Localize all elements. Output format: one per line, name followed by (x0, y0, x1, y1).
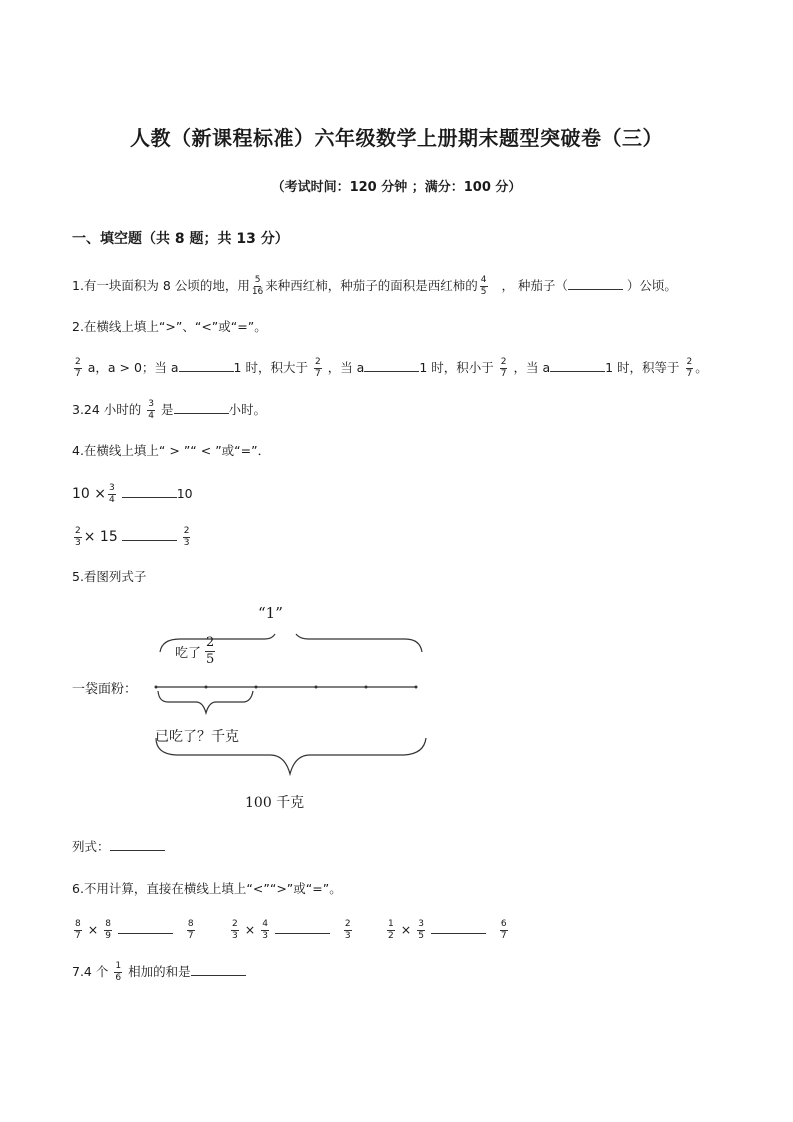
fraction: $\frac{8}{7}$ (187, 919, 194, 941)
answer-blank[interactable] (275, 921, 330, 934)
question-6-item-3: $\frac{1}{2}$ × $\frac{3}{5}$ $\frac{6}{7}$ (388, 919, 507, 941)
question-4-prompt: 4.在横线上填上“ > ”“ < ”或“=”． (72, 443, 271, 458)
question-2-prompt: 2.在横线上填上“>”、“<”或“=”。 (72, 319, 267, 334)
fraction: $\frac{2}{3}$ (232, 919, 238, 941)
fraction: $\frac{4}{3}$ (262, 919, 268, 941)
eaten-question-label: 已吃了？千克 (155, 729, 239, 745)
answer-blank[interactable] (431, 921, 486, 934)
question-6-item-2: $\frac{2}{3}$ × $\frac{4}{3}$ $\frac{2}{3}$ (232, 919, 351, 941)
question-4-row-2: $\frac{2}{3}$ × 15 $\frac{2}{3}$ (75, 526, 190, 548)
answer-blank[interactable] (179, 359, 234, 372)
answer-blank[interactable] (122, 528, 177, 541)
q1-text-1: 1.有一块面积为 8 公顷的地，用 (72, 278, 250, 293)
diagram-svg (60, 598, 440, 818)
fraction: $\frac{5}{16}$ (251, 275, 264, 297)
fraction: $\frac{6}{7}$ (500, 919, 507, 941)
answer-blank[interactable] (191, 963, 246, 976)
question-5-formula: 列式： (72, 838, 165, 856)
fraction: $\frac{2}{3}$ (75, 526, 81, 548)
fraction: $\frac{4}{5}$ (480, 275, 487, 297)
fraction: $\frac{8}{7}$ (75, 919, 81, 941)
q1-text-3: ， 种茄子（ (501, 278, 568, 293)
fraction: $\frac{2}{3}$ (183, 526, 190, 548)
question-7: 7.4 个 $\frac{1}{6}$ 相加的和是 (72, 962, 246, 983)
section-title-fill-in: 一、填空题（共 8 题；共 13 分） (72, 231, 289, 247)
fraction: $\frac{2}{7}$ (686, 357, 693, 379)
question-1 (72, 276, 677, 297)
fraction: $\frac{2}{7}$ (75, 357, 81, 379)
fraction: $\frac{2}{7}$ (500, 357, 507, 379)
question-4-row-1: 10 × $\frac{3}{4}$ 10 (72, 483, 193, 505)
answer-blank[interactable] (568, 277, 623, 290)
fraction: $\frac{1}{6}$ (115, 961, 122, 983)
flour-bag-label: 一袋面粉： (72, 682, 138, 697)
question-6-item-1: $\frac{8}{7}$ × $\frac{8}{9}$ $\frac{8}{7}$ (75, 919, 194, 941)
question-6-prompt: 6.不用计算，直接在横线上填上“<”“>”或“=”。 (72, 881, 342, 896)
total-weight-label: 100 千克 (245, 795, 305, 811)
answer-blank[interactable] (174, 401, 229, 414)
question-2-body: $\frac{2}{7}$ a，a > 0；当 a 1 时，积大于 $\frac{2}{7}$ ，当 a 1 时，积小于 $\frac{2}{7}$ ，当 a 1 时，积等于 $\frac{2}{7}$ 。 (75, 357, 708, 379)
page-title: 人教（新课程标准）六年级数学上册期末题型突破卷（三） (130, 126, 663, 150)
fraction: $\frac{1}{2}$ (388, 919, 394, 941)
answer-blank[interactable] (118, 921, 173, 934)
fraction: $\frac{3}{4}$ (148, 399, 155, 421)
fraction: $\frac{3}{5}$ (418, 919, 424, 941)
q1-text-4: ）公顷。 (626, 278, 677, 293)
answer-blank[interactable] (122, 485, 177, 498)
fraction: $\frac{2}{7}$ (314, 357, 321, 379)
flour-bag-diagram (60, 598, 440, 818)
fraction: $\frac{2}{3}$ (344, 919, 351, 941)
fraction: $\frac{8}{9}$ (105, 919, 111, 941)
exam-info: （考试时间：120 分钟 ；满分：100 分） (271, 180, 522, 195)
eaten-fraction-label: 吃了 $\frac{2}{5}$ (175, 635, 215, 667)
question-5-prompt: 5.看图列式子 (72, 569, 147, 584)
answer-blank[interactable] (364, 359, 419, 372)
answer-blank[interactable] (110, 838, 165, 851)
fraction: $\frac{2}{5}$ (206, 635, 215, 667)
q1-text-2: 来种西红柿，种茄子的面积是西红柿的 (265, 278, 478, 293)
unit-one-label: “1” (258, 604, 283, 622)
question-3: 3.24 小时的 $\frac{3}{4}$ 是 小时。 (72, 399, 267, 421)
answer-blank[interactable] (550, 359, 605, 372)
fraction: $\frac{3}{4}$ (109, 483, 115, 505)
